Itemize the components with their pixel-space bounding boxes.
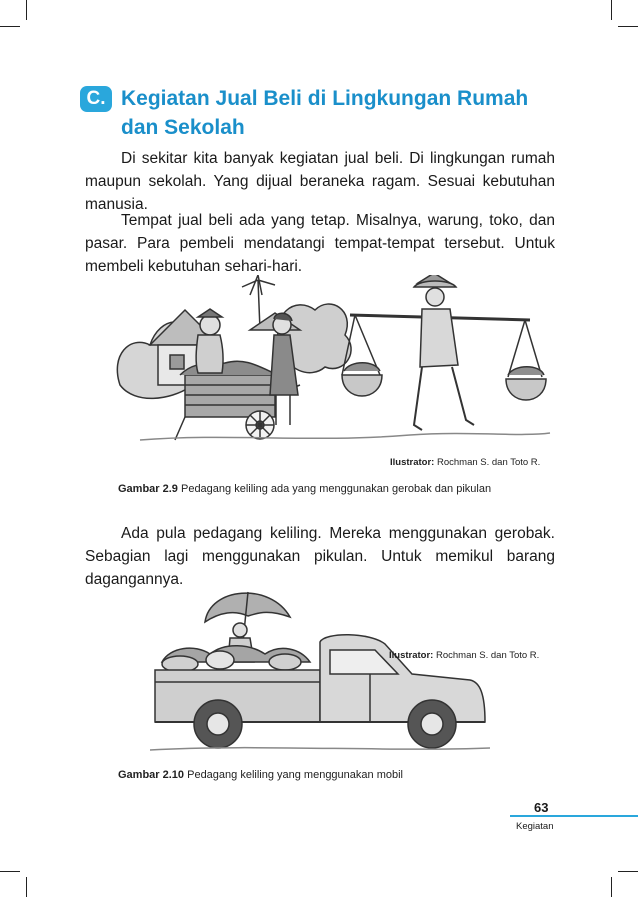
chapter-label: Kegiatan <box>516 821 554 832</box>
crop-mark <box>0 871 20 872</box>
figure-caption: Gambar 2.10 Pedagang keliling yang menggunakan mobil <box>118 769 403 781</box>
crop-mark <box>26 0 27 20</box>
paragraph: Tempat jual beli ada yang tetap. Misalnya, warung, toko, dan pasar. Para pembeli mendatangi tempat-tempat tersebut. Untuk membeli kebutuhan sehari-hari. <box>85 212 555 275</box>
paragraph: Ada pula pedagang keliling. Mereka menggunakan gerobak. Sebagian lagi menggunakan pikulan. Untuk memikul barang dagangannya. <box>85 525 555 588</box>
figure-credit: Ilustrator: Rochman S. dan Toto R. <box>390 457 541 468</box>
footer-rule <box>510 815 638 817</box>
figure-credit: Ilustrator: Rochman S. dan Toto R. <box>389 650 540 661</box>
page-number: 63 <box>534 800 549 815</box>
section-title: Kegiatan Jual Beli di Lingkungan Rumah dan Sekolah <box>121 87 529 139</box>
vendors-illustration <box>110 275 555 455</box>
crop-mark <box>0 26 20 27</box>
crop-mark <box>618 26 638 27</box>
crop-mark <box>611 0 612 20</box>
crop-mark <box>26 877 27 897</box>
crop-mark <box>618 871 638 872</box>
pickup-truck-illustration <box>150 582 490 757</box>
paragraph: Di sekitar kita banyak kegiatan jual beli. Di lingkungan rumah maupun sekolah. Yang dijual beraneka ragam. Sesuai kebutuhan manusia. <box>85 150 555 213</box>
figure-caption: Gambar 2.9 Pedagang keliling ada yang menggunakan gerobak dan pikulan <box>118 483 492 495</box>
crop-mark <box>611 877 612 897</box>
section-badge: C. <box>80 86 112 112</box>
